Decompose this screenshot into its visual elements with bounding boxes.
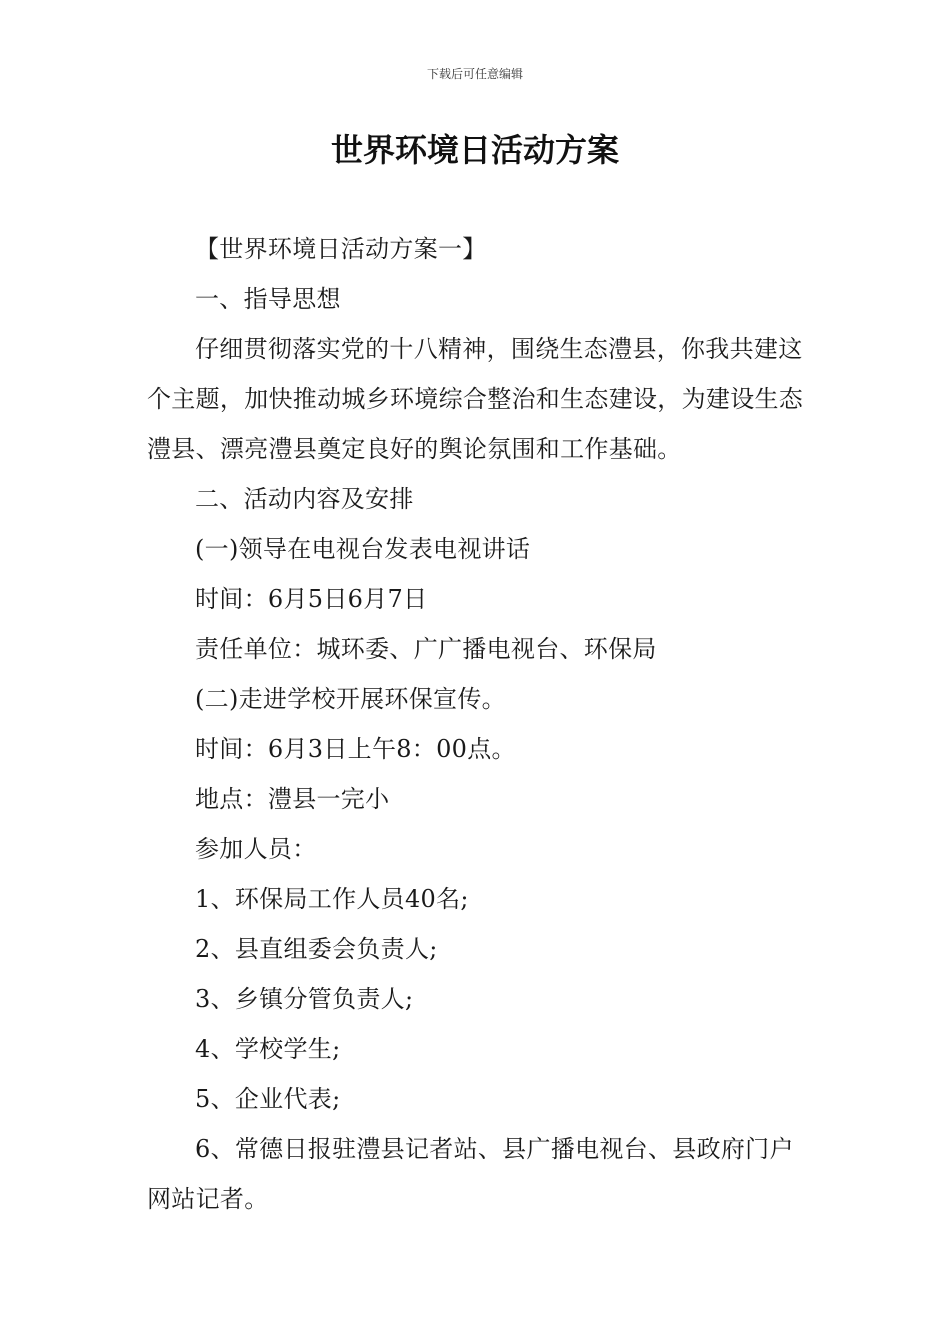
- list-item-participant-2: 2、县直组委会负责人;: [195, 935, 438, 963]
- paragraph-participants-label: 参加人员：: [195, 835, 317, 863]
- list-item-participant-1: 1、环保局工作人员40名;: [195, 885, 469, 913]
- list-item-participant-3: 3、乡镇分管负责人;: [195, 985, 414, 1013]
- paragraph-guiding-ideology: 仔细贯彻落实党的十八精神，围绕生态澧县，你我共建这个主题，加快推动城乡环境综合整治和生态建设，为建设生态澧县、漂亮澧县奠定良好的舆论氛围和工作基础。: [147, 335, 804, 463]
- document-body: [147, 224, 807, 1224]
- section-heading-guiding-ideology: 一、指导思想: [195, 285, 341, 313]
- paragraph-tv-speech-units: 责任单位：城环委、广广播电视台、环保局: [195, 635, 657, 663]
- list-item-participant-5: 5、企业代表;: [195, 1085, 341, 1113]
- document-title: 世界环境日活动方案: [330, 131, 619, 169]
- paragraph-tv-speech-time: 时间：6月5日6月7日: [195, 585, 428, 613]
- subsection-heading-tv-speech: (一)领导在电视台发表电视讲话: [195, 535, 531, 563]
- section-heading-plan-one: 【世界环境日活动方案一】: [195, 235, 487, 263]
- subsection-heading-school-campaign: (二)走进学校开展环保宣传。: [195, 685, 506, 713]
- paragraph-school-time: 时间：6月3日上午8：00点。: [195, 735, 516, 763]
- list-item-participant-4: 4、学校学生;: [195, 1035, 341, 1063]
- list-item-participant-6: 6、常德日报驻澧县记者站、县广播电视台、县政府门户网站记者。: [147, 1135, 794, 1213]
- section-heading-activities: 二、活动内容及安排: [195, 485, 414, 513]
- paragraph-school-location: 地点：澧县一完小: [195, 785, 390, 813]
- page-header-note: 下载后可任意编辑: [426, 67, 523, 81]
